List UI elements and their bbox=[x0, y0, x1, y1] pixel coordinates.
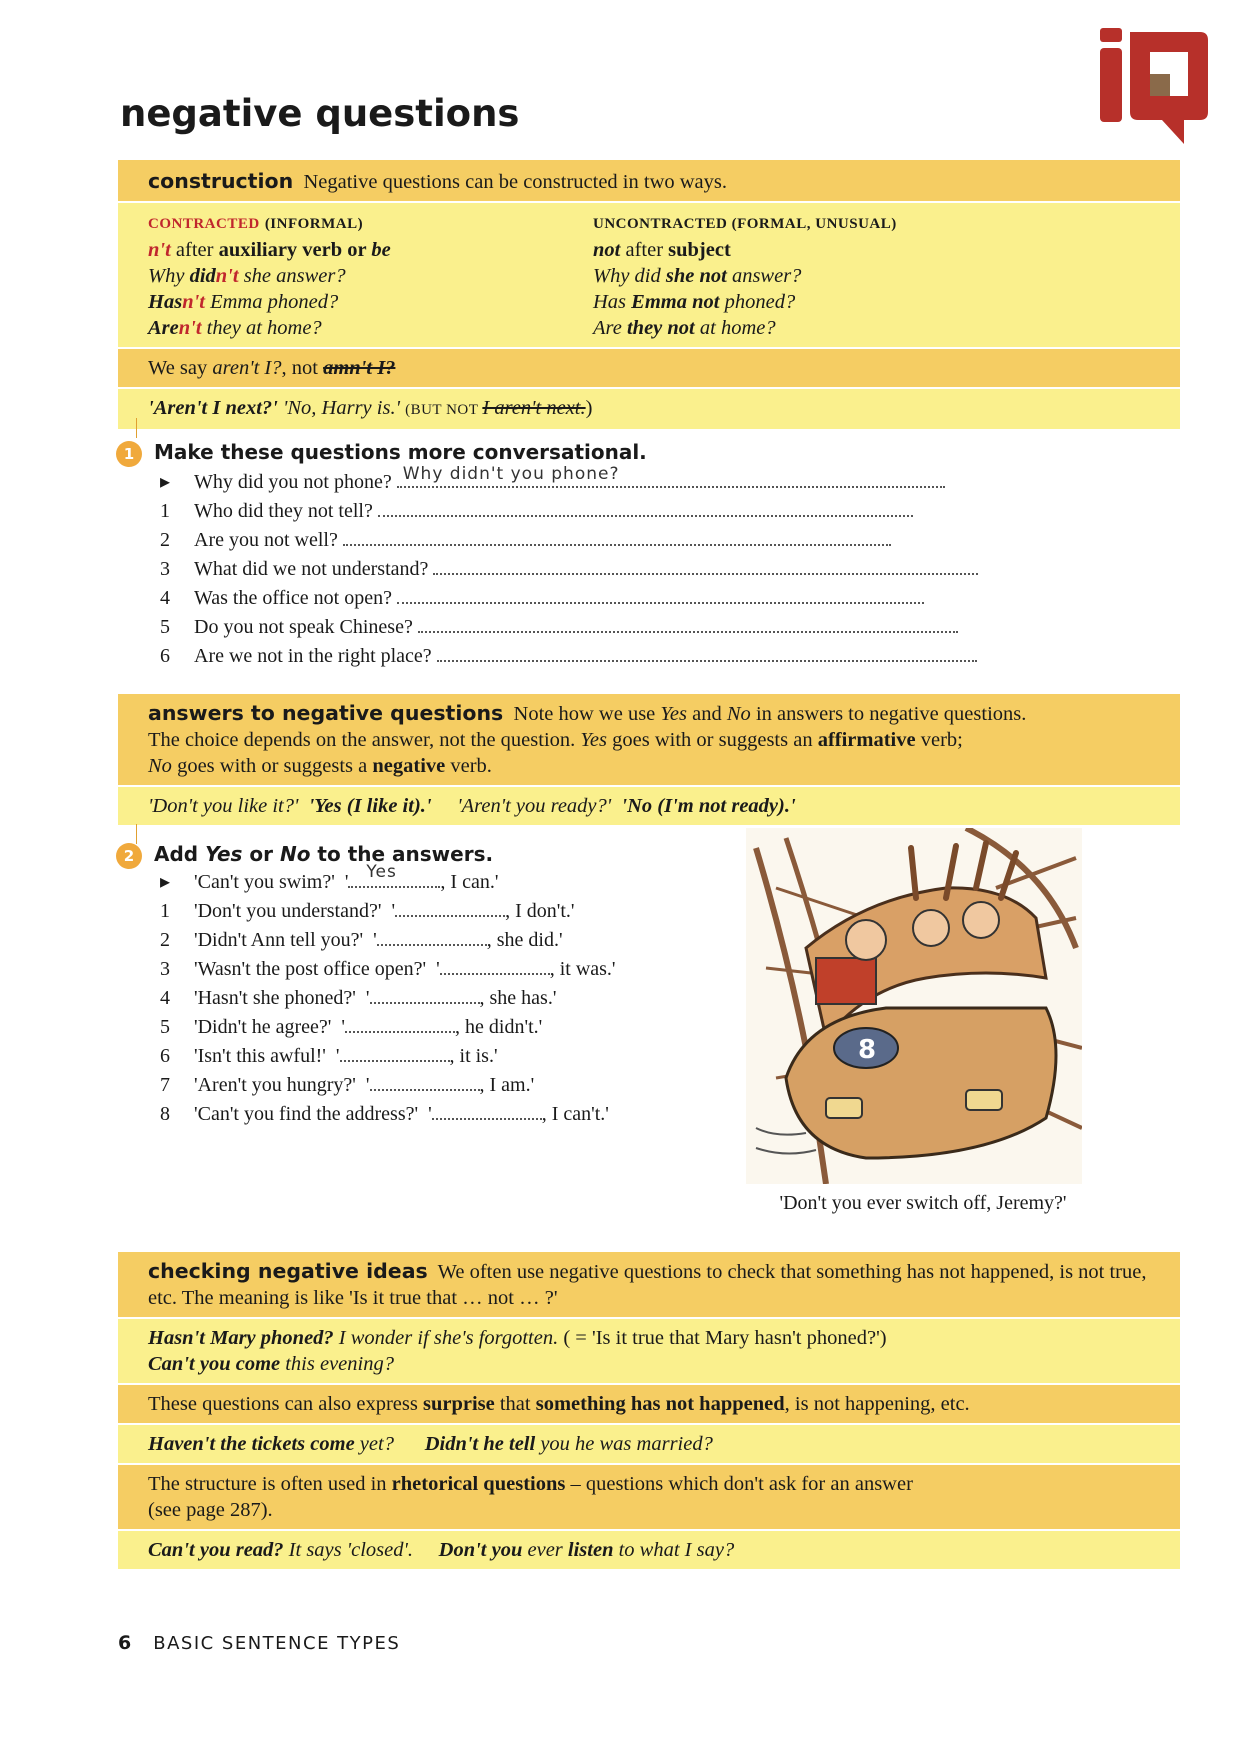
list-item: 5 'Didn't he agree?' ' , he didn't.' bbox=[160, 1013, 616, 1042]
ex-subject-not: Emma not bbox=[631, 291, 720, 313]
item-answer-end: , I can't.' bbox=[541, 1103, 609, 1125]
arent-i-note bbox=[118, 347, 1180, 387]
answers-example bbox=[118, 785, 1180, 825]
item-question: Do you not speak Chinese? bbox=[194, 616, 413, 638]
example-text: It says 'closed'. bbox=[283, 1539, 414, 1561]
answers-no: No bbox=[726, 703, 751, 725]
ex-text: answer? bbox=[726, 265, 802, 287]
note-text: We say bbox=[148, 357, 213, 379]
ex-text: Are bbox=[593, 317, 627, 339]
exercise-2-marker-line bbox=[136, 824, 137, 844]
note-amnt-i: amn't I? bbox=[323, 357, 396, 379]
item-question: 'Hasn't she phoned?' bbox=[194, 987, 356, 1009]
exercise-2-heading bbox=[116, 842, 493, 869]
item-number: 8 bbox=[160, 1103, 170, 1125]
answer-field[interactable] bbox=[440, 955, 550, 975]
answer-field[interactable] bbox=[397, 464, 945, 488]
checking-heading: checking negative ideas bbox=[148, 1259, 428, 1283]
answers-no: No bbox=[148, 755, 172, 777]
list-item: ▸ 'Can't you swim?' ' Yes , I can.' bbox=[160, 868, 616, 897]
item-number: 1 bbox=[160, 900, 170, 922]
item-answer-end: , he didn't.' bbox=[455, 1016, 543, 1038]
answers-text: verb; bbox=[915, 729, 963, 751]
answers-yes: Yes bbox=[660, 703, 688, 725]
contracted-column bbox=[148, 209, 593, 341]
ex-subject-not: she not bbox=[665, 265, 727, 287]
answers-text: verb. bbox=[445, 755, 492, 777]
example-paren: ) bbox=[585, 397, 593, 419]
instruction-text: Add bbox=[154, 842, 206, 866]
list-item bbox=[160, 464, 978, 497]
list-item bbox=[160, 526, 978, 555]
informal-label: (INFORMAL) bbox=[264, 216, 364, 232]
ex-text: she answer? bbox=[238, 265, 346, 287]
item-number: 5 bbox=[160, 616, 170, 638]
item-question: 'Didn't he agree?' bbox=[194, 1016, 332, 1038]
answer-field[interactable] bbox=[418, 613, 958, 633]
item-question: Why did you not phone? bbox=[194, 471, 392, 493]
item-question: 'Isn't this awful!' bbox=[194, 1045, 326, 1067]
rule-nt: n't bbox=[148, 239, 171, 261]
example-question: Hasn't Mary phoned? bbox=[148, 1327, 334, 1349]
answers-text: The choice depends on the answer, not the question. bbox=[148, 729, 581, 751]
ex-text: Why did bbox=[593, 265, 666, 287]
list-item bbox=[160, 497, 978, 526]
note-surprise: surprise bbox=[422, 1393, 495, 1415]
note-arent-i: aren't I? bbox=[212, 357, 282, 379]
rule-not: not bbox=[593, 239, 621, 261]
uncontracted-heading: UNCONTRACTED (FORMAL, UNUSUAL) bbox=[593, 216, 897, 232]
list-item: 6 'Isn't this awful!' ' , it is.' bbox=[160, 1042, 616, 1071]
answer-field[interactable] bbox=[395, 897, 505, 917]
instruction-text: or bbox=[242, 842, 280, 866]
ex-verb: Are bbox=[148, 317, 179, 339]
answers-yes: Yes bbox=[580, 729, 608, 751]
note-text: These questions can also express bbox=[148, 1393, 423, 1415]
car-number: 8 bbox=[858, 1035, 877, 1065]
example-question: 'Aren't I next?' bbox=[148, 397, 278, 419]
ex-subject-not: they not bbox=[626, 317, 695, 339]
ex-text: Why bbox=[148, 265, 190, 287]
surprise-examples bbox=[118, 1423, 1180, 1463]
ex-nt: n't bbox=[215, 265, 239, 287]
item-number: 7 bbox=[160, 1074, 170, 1096]
note-emphasis: something has not happened bbox=[535, 1393, 785, 1415]
list-item: 2 'Didn't Ann tell you?' ' , she did.' bbox=[160, 926, 616, 955]
rhetorical-examples bbox=[118, 1529, 1180, 1569]
item-number: 1 bbox=[160, 500, 170, 522]
note-text: , is not happening, etc. bbox=[784, 1393, 970, 1415]
exercise-1-instruction: Make these questions more conversational. bbox=[154, 440, 647, 464]
rhetorical-note bbox=[118, 1463, 1180, 1529]
iq-logo-icon bbox=[1100, 28, 1210, 148]
rollercoaster-cartoon-image bbox=[746, 828, 1082, 1184]
ex-text: phoned? bbox=[719, 291, 796, 313]
exercise-2-number-icon: 2 bbox=[116, 843, 142, 869]
arent-i-example bbox=[118, 387, 1180, 429]
note-text: , not bbox=[281, 357, 324, 379]
item-number: ▸ bbox=[160, 471, 171, 493]
answer-field[interactable] bbox=[377, 926, 487, 946]
example-question: listen bbox=[567, 1539, 614, 1561]
example-text: I wonder if she's forgotten. bbox=[333, 1327, 559, 1349]
example-question: 'Aren't you ready?' bbox=[457, 795, 612, 817]
item-number: 5 bbox=[160, 1016, 170, 1038]
example-answer: 'No (I'm not ready).' bbox=[621, 795, 796, 817]
item-number: 4 bbox=[160, 987, 170, 1009]
list-item: 8 'Can't you find the address?' ' , I can't.' bbox=[160, 1100, 616, 1129]
exercise-1-items bbox=[160, 464, 978, 671]
item-question: 'Don't you understand?' bbox=[194, 900, 382, 922]
answer-field[interactable] bbox=[370, 984, 480, 1004]
answer-field[interactable] bbox=[432, 1100, 542, 1120]
item-number: 3 bbox=[160, 958, 170, 980]
item-question: 'Can't you swim?' bbox=[194, 871, 335, 893]
note-rhetorical: rhetorical questions bbox=[391, 1473, 566, 1495]
contracted-heading: CONTRACTED bbox=[148, 216, 260, 232]
example-text: this evening? bbox=[280, 1353, 394, 1375]
page-title: negative questions bbox=[120, 92, 520, 135]
example-text: you he was married? bbox=[535, 1433, 713, 1455]
instruction-no: No bbox=[279, 842, 311, 866]
answers-text: goes with or suggests an bbox=[607, 729, 818, 751]
rule-after: after bbox=[620, 239, 669, 261]
note-text: – questions which don't ask for an answer bbox=[565, 1473, 913, 1495]
example-answer: 'No, Harry is.' bbox=[277, 397, 406, 419]
answer-field[interactable] bbox=[340, 1042, 450, 1062]
exercise-1-marker-line bbox=[136, 418, 137, 438]
item-number: 6 bbox=[160, 1045, 170, 1067]
ex-text: Emma phoned? bbox=[204, 291, 339, 313]
page-footer bbox=[118, 1632, 400, 1654]
item-answer-end: , I can.' bbox=[440, 871, 499, 893]
ex-text: Has bbox=[593, 291, 632, 313]
handwritten-answer: Yes bbox=[366, 862, 397, 882]
item-question: 'Can't you find the address?' bbox=[194, 1103, 419, 1125]
example-question: Don't you bbox=[438, 1539, 523, 1561]
example-but-not: (BUT NOT bbox=[405, 402, 483, 418]
answer-field[interactable] bbox=[397, 584, 924, 604]
example-answer: 'Yes (I like it).' bbox=[308, 795, 432, 817]
example-text: yet? bbox=[354, 1433, 394, 1455]
ex-nt: n't bbox=[178, 317, 202, 339]
exercise-1-number-icon: 1 bbox=[116, 441, 142, 467]
ex-text: at home? bbox=[694, 317, 776, 339]
page-number: 6 bbox=[118, 1632, 132, 1654]
answer-field[interactable] bbox=[348, 862, 440, 888]
answers-text: and bbox=[687, 703, 727, 725]
list-item: 1 'Don't you understand?' ' , I don't.' bbox=[160, 897, 616, 926]
item-answer-end: , I am.' bbox=[479, 1074, 535, 1096]
ex-verb: Has bbox=[148, 291, 183, 313]
answer-field[interactable] bbox=[437, 642, 977, 662]
list-item bbox=[160, 642, 978, 671]
item-answer-end: , she did.' bbox=[486, 929, 563, 951]
answers-box bbox=[118, 694, 1180, 825]
construction-columns bbox=[118, 201, 1180, 347]
item-question: Are you not well? bbox=[194, 529, 338, 551]
example-question: 'Don't you like it?' bbox=[148, 795, 299, 817]
instruction-yes: Yes bbox=[205, 842, 243, 866]
item-question: 'Didn't Ann tell you?' bbox=[194, 929, 364, 951]
handwritten-answer: Why didn't you phone? bbox=[402, 464, 620, 484]
answer-field[interactable] bbox=[433, 555, 978, 575]
item-question: 'Aren't you hungry?' bbox=[194, 1074, 356, 1096]
item-answer-end: , I don't.' bbox=[505, 900, 575, 922]
answer-field[interactable] bbox=[343, 526, 891, 546]
item-number: 2 bbox=[160, 929, 170, 951]
list-item bbox=[160, 584, 978, 613]
rule-be: be bbox=[371, 239, 391, 261]
item-question: Are we not in the right place? bbox=[194, 645, 432, 667]
answers-text: in answers to negative questions. bbox=[750, 703, 1027, 725]
example-gloss: ( = 'Is it true that Mary hasn't phoned?') bbox=[558, 1327, 887, 1349]
item-number: ▸ bbox=[160, 871, 171, 893]
rule-subject: subject bbox=[668, 239, 731, 261]
example-text: to what I say? bbox=[613, 1539, 735, 1561]
answer-field[interactable] bbox=[378, 497, 913, 517]
exercise-2-items bbox=[160, 862, 616, 1129]
uncontracted-column bbox=[593, 209, 1038, 341]
ex-text: they at home? bbox=[201, 317, 322, 339]
item-answer-end: , it was.' bbox=[549, 958, 616, 980]
answer-field[interactable] bbox=[345, 1013, 455, 1033]
item-answer-end: , it is.' bbox=[449, 1045, 498, 1067]
ex-verb: did bbox=[189, 265, 216, 287]
example-question: Can't you read? bbox=[148, 1539, 284, 1561]
item-question: What did we not understand? bbox=[194, 558, 429, 580]
answer-field[interactable] bbox=[370, 1071, 480, 1091]
answers-explanation bbox=[118, 694, 1180, 785]
answers-affirmative: affirmative bbox=[817, 729, 916, 751]
item-question: 'Wasn't the post office open?' bbox=[194, 958, 427, 980]
answers-text: goes with or suggests a bbox=[171, 755, 373, 777]
example-question: Haven't the tickets come bbox=[148, 1433, 355, 1455]
ex-nt: n't bbox=[182, 291, 205, 313]
list-item: 3 'Wasn't the post office open?' ' , it was.' bbox=[160, 955, 616, 984]
item-question: Who did they not tell? bbox=[194, 500, 373, 522]
section-title: BASIC SENTENCE TYPES bbox=[153, 1633, 401, 1654]
rule-after: after bbox=[170, 239, 219, 261]
example-text: ever bbox=[522, 1539, 568, 1561]
item-number: 3 bbox=[160, 558, 170, 580]
list-item: 7 'Aren't you hungry?' ' , I am.' bbox=[160, 1071, 616, 1100]
answers-text: Note how we use bbox=[513, 703, 661, 725]
surprise-note bbox=[118, 1383, 1180, 1423]
cartoon-caption: 'Don't you ever switch off, Jeremy?' bbox=[779, 1192, 1067, 1214]
list-item bbox=[160, 555, 978, 584]
item-number: 6 bbox=[160, 645, 170, 667]
answers-heading: answers to negative questions bbox=[148, 701, 504, 725]
construction-box bbox=[118, 160, 1180, 429]
checking-box bbox=[118, 1252, 1180, 1569]
list-item bbox=[160, 613, 978, 642]
construction-intro bbox=[118, 160, 1180, 201]
checking-examples bbox=[118, 1317, 1180, 1383]
construction-heading: construction bbox=[148, 169, 294, 193]
checking-intro-text: We often use negative questions to check that something has not happened, is not true, etc. The meaning is like 'Is it true that … not … ?' bbox=[148, 1261, 1147, 1309]
item-number: 2 bbox=[160, 529, 170, 551]
list-item: 4 'Hasn't she phoned?' ' , she has.' bbox=[160, 984, 616, 1013]
rule-aux: auxiliary verb or bbox=[218, 239, 372, 261]
checking-intro bbox=[118, 1252, 1180, 1317]
note-text: The structure is often used in bbox=[148, 1473, 392, 1495]
item-number: 4 bbox=[160, 587, 170, 609]
note-page-ref: (see page 287). bbox=[148, 1499, 273, 1521]
note-text: that bbox=[494, 1393, 536, 1415]
item-answer-end: , she has.' bbox=[479, 987, 557, 1009]
example-question: Can't you come bbox=[148, 1353, 281, 1375]
answers-negative: negative bbox=[372, 755, 446, 777]
item-question: Was the office not open? bbox=[194, 587, 392, 609]
instruction-text: to the answers. bbox=[310, 842, 494, 866]
construction-intro-text: Negative questions can be constructed in two ways. bbox=[303, 171, 728, 193]
example-question: Didn't he tell bbox=[424, 1433, 536, 1455]
example-wrong: I aren't next. bbox=[482, 397, 586, 419]
